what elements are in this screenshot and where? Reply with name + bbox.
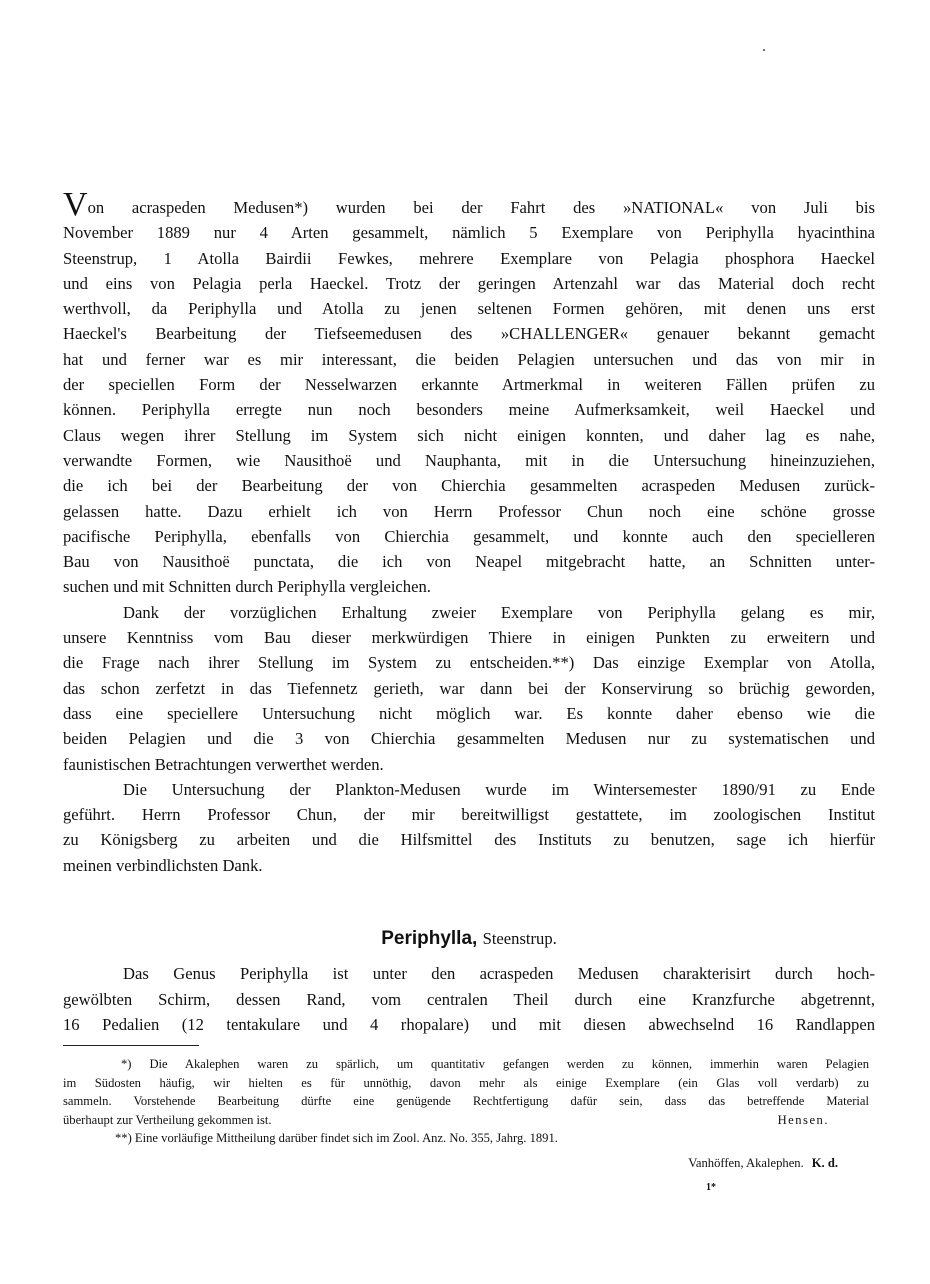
- text-line: Haeckel's Bearbeitung der Tiefseemedusen des »CHALLENGER« genauer bekannt gemacht: [63, 324, 875, 344]
- text-line: meinen verbindlichsten Dank.: [63, 855, 263, 875]
- section-heading: [63, 926, 875, 951]
- text-line: Steenstrup, 1 Atolla Bairdii Fewkes, mehrere Exemplare von Pelagia phosphora Haeckel: [63, 248, 875, 268]
- text-line: unsere Kenntniss vom Bau dieser merkwürdigen Thiere in einigen Punkten zu erweitern und: [63, 628, 875, 648]
- text-line: faunistischen Betrachtungen verwerthet werden.: [63, 754, 384, 774]
- text-line: die ich bei der Bearbeitung der von Chierchia gesammelten acraspeden Medusen zurück-: [63, 476, 875, 496]
- footnote-line: *) Die Akalephen waren zu spärlich, um quantitativ gefangen werden zu können, immerhin waren Pelagien: [121, 1057, 869, 1071]
- text-line: der speciellen Form der Nesselwarzen erkannte Artmerkmal in weiteren Fällen prüfen zu: [63, 375, 875, 395]
- footnote-rule: [63, 1045, 199, 1046]
- paragraph-3: [63, 777, 875, 878]
- text-line: Bau von Nausithoë punctata, die ich von Neapel mitgebracht hatte, an Schnitten unter-: [63, 552, 875, 572]
- text-line: suchen und mit Schnitten durch Periphylla vergleichen.: [63, 577, 431, 597]
- text-line: dass eine speciellere Untersuchung nicht möglich war. Es konnte daher ebenso wie die: [63, 703, 875, 723]
- text-line: und eins von Pelagia perla Haeckel. Trotz der geringen Artenzahl war das Material doch recht: [63, 273, 875, 293]
- genus-author: Steenstrup.: [482, 929, 557, 949]
- drop-cap: V: [63, 186, 88, 223]
- text-line: gewölbten Schirm, dessen Rand, vom centralen Theil durch eine Kranzfurche abgetrennt,: [63, 989, 875, 1009]
- text-line: die Frage nach ihrer Stellung im System zu entscheiden.**) Das einzige Exemplar von Atolla,: [63, 653, 875, 673]
- page-mark: 1*: [706, 1182, 716, 1193]
- paragraph-4: [63, 961, 875, 1037]
- text-line: zu Königsberg zu arbeiten und die Hilfsmittel des Instituts zu benutzen, sage ich hierfür: [63, 830, 875, 850]
- text-line: Von acraspeden Medusen*) wurden bei der Fahrt des »NATIONAL« von Juli bis: [63, 186, 875, 223]
- page-body: [63, 186, 875, 1037]
- text-line: werthvoll, da Periphylla und Atolla zu jenen seltenen Formen gehören, mit denen uns erst: [63, 299, 875, 319]
- genus-title: Periphylla,: [381, 928, 478, 950]
- footnotes: [63, 1055, 869, 1148]
- paragraph-2: [63, 600, 875, 777]
- text-line: das schon zerfetzt in das Tiefennetz gerieth, war dann bei der Konservirung so brüchig geworden,: [63, 678, 875, 698]
- imprint-sheet: K. d.: [811, 1156, 838, 1170]
- text-line: Dank der vorzüglichen Erhaltung zweier Exemplare von Periphylla gelang es mir,: [123, 602, 875, 622]
- sheet-imprint: [688, 1156, 838, 1171]
- text-line: geführt. Herrn Professor Chun, der mir bereitwilligst gestattete, im zoologischen Institut: [63, 805, 875, 825]
- footnote-line: sammeln. Vorstehende Bearbeitung dürfte eine genügende Rechtfertigung dafür sein, dass das betreffende Material: [63, 1094, 869, 1109]
- paragraph-1: [63, 186, 875, 600]
- text-line: verwandte Formen, wie Nausithoë und Nauphanta, mit in die Untersuchung hineinzuziehen,: [63, 450, 875, 470]
- footnote-line: im Südosten häufig, wir hielten es für unnöthig, davon mehr als einige Exemplare (ein Glas voll verdarb) zu: [63, 1075, 869, 1090]
- text-line: gelassen hatte. Dazu erhielt ich von Herrn Professor Chun noch eine schöne grosse: [63, 501, 875, 521]
- footnote-signature: Hensen.: [777, 1113, 829, 1127]
- imprint-text: Vanhöffen, Akalephen.: [688, 1156, 804, 1170]
- paper-speck: [763, 49, 765, 51]
- text-line: hat und ferner war es mir interessant, die beiden Pelagien untersuchen und das von mir in: [63, 349, 875, 369]
- text-line: beiden Pelagien und die 3 von Chierchia gesammelten Medusen nur zu systematischen und: [63, 729, 875, 749]
- text-line: 16 Pedalien (12 tentakulare und 4 rhopalare) und mit diesen abwechselnd 16 Randlappen: [63, 1014, 875, 1034]
- text-line: pacifische Periphylla, ebenfalls von Chierchia gesammelt, und konnte auch den specielleren: [63, 526, 875, 546]
- footnote-line: überhaupt zur Vertheilung gekommen ist.: [63, 1112, 272, 1127]
- text-line: Die Untersuchung der Plankton-Medusen wurde im Wintersemester 1890/91 zu Ende: [123, 779, 875, 799]
- text-line: können. Periphylla erregte nun noch besonders meine Aufmerksamkeit, weil Haeckel und: [63, 400, 875, 420]
- text-line: Das Genus Periphylla ist unter den acraspeden Medusen charakterisirt durch hoch-: [123, 964, 875, 984]
- text-line: Claus wegen ihrer Stellung im System sich nicht einigen konnten, und daher lag es nahe,: [63, 425, 875, 445]
- text-line: November 1889 nur 4 Arten gesammelt, nämlich 5 Exemplare von Periphylla hyacinthina: [63, 223, 875, 243]
- footnote-2: **) Eine vorläufige Mittheilung darüber findet sich im Zool. Anz. No. 355, Jahrg. 1891.: [115, 1131, 558, 1146]
